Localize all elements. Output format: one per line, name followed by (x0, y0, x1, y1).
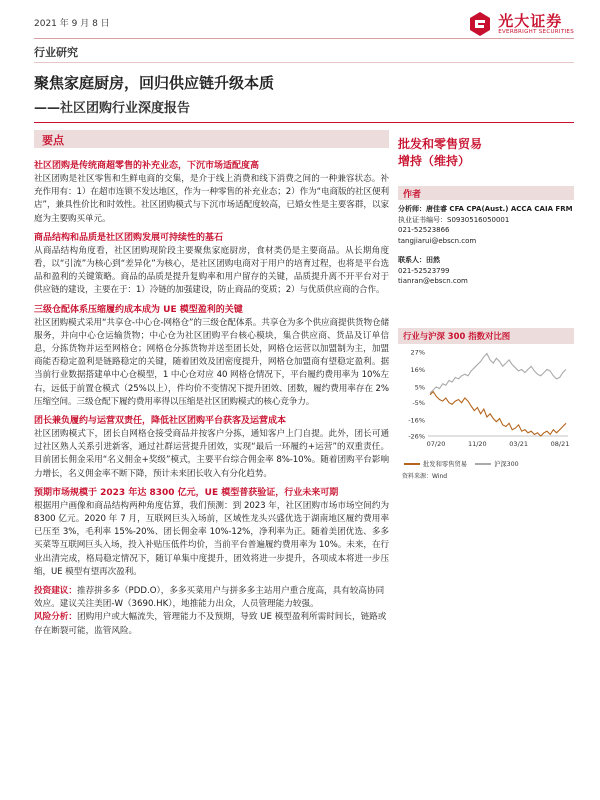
author-heading: 作者 (398, 186, 574, 200)
chart-plot (398, 344, 574, 454)
logo (466, 10, 574, 38)
legend-label-index: 沪深300 (494, 461, 519, 468)
legend-item-index (475, 459, 519, 468)
section-body: 社区团购模式下，团长自网格仓接受商品并按客户分拣，通知客户上门自提。此外，团长可通过社区熟人关系引进新客，通过社群运营提升团效，实现“最后一环履约+运营”的双重责任。目前团长佣金采用“名义佣金+奖级”模式，主要平台综合佣金率 8%-10%。随着团购平台影响力增长，名义佣金率不断下降，预计未来团长收入有分化趋势。 (34, 429, 389, 479)
investment-advice-label: 投资建议： (34, 586, 77, 597)
index-comparison-chart (398, 328, 574, 480)
header-divider (34, 38, 574, 39)
investment-advice (34, 585, 389, 611)
section-body: 社区团购模式采用“共享仓-中心仓-网格仓”的三级仓配体系。共享仓为多个供应商提供货物仓储服务，并向中心仓运输货物；中心仓为社区团购平台核心模块，集合供应商、货品及订单信息，分拣货物并运至网格仓；网格仓分拣货物并送至团长处，网格仓运营以加盟制为主，加盟商能否稳定盈利是链路稳定的关键，随着团效及团密度提升，网格仓加盟商有望稳定盈利。据当前行业数据搭建单中心仓模型，1 中心仓对应 40 网格仓情况下，平台履约费用率为 10%左右，远低于前置仓模式（25%以上），件均价不变情况下提升团效、团数，履约费用率存在 2%压缩空间。三级仓配下履约费用率得以压缩是社区团购模式的核心竞争力。 (34, 317, 389, 407)
section-heading: 预期市场规模于 2023 年达 8300 亿元，UE 模型普获验证，行业未来可期 (34, 487, 339, 498)
analyst-line: 分析师：唐佳睿 CFA CPA(Aust.) ACCA CAIA FRM (398, 205, 573, 213)
contact-line: 联系人：田然 (398, 256, 440, 264)
x-tick-label: 11/20 (467, 440, 487, 448)
legend-swatch-industry (404, 463, 420, 465)
x-tick-label: 07/20 (426, 440, 446, 448)
logo-name-cn: 光大证券 (498, 11, 563, 30)
y-tick-label: 16% (410, 365, 425, 374)
section-body: 从商品结构角度看，社区团购现阶段主要聚焦家庭厨房，食材类仍是主要商品。从长期角度看，以“引流”为核心到“差异化”为核心，是社区团购电商对于用户的培育过程，也将是平台选品和盈利的关键策略。商品的品质是提升复购率和用户留存的关键，品质提升离不开平台对于供应链的建设，主要在于：1）冷链的加强建设，防止商品的变质；2）与优质供应商的合作。 (34, 245, 389, 296)
y-tick-label: -26% (408, 432, 425, 441)
section-heading: 商品结构和品质是社区团购发展可持续性的基石 (34, 232, 224, 243)
legend-item-industry (404, 459, 467, 468)
series-line-index (430, 354, 566, 394)
x-tick-label: 03/21 (509, 440, 529, 448)
rating: 增持（维持） (398, 154, 471, 168)
contact-phone: 021-52523799 (398, 266, 450, 275)
section-heading: 三级仓配体系压缩履约成本成为 UE 模型盈利的关键 (34, 304, 243, 315)
legend-label-industry: 批发和零售贸易 (423, 461, 468, 468)
contact-email: tianran@ebscn.com (398, 277, 468, 285)
report-date: 2021 年 9 月 8 日 (34, 19, 110, 29)
sector-name: 批发和零售贸易 (398, 137, 483, 151)
chart-source: 资料来源：Wind (402, 473, 448, 480)
risk-analysis (34, 611, 389, 637)
summary-heading: 要点 (42, 134, 64, 147)
title-divider (34, 122, 574, 123)
report-title: 聚焦家庭厨房，回归供应链升级本质 (34, 74, 275, 92)
series-line-industry (430, 392, 566, 436)
risk-analysis-label: 风险分析： (34, 612, 77, 623)
y-tick-label: 27% (410, 348, 425, 357)
y-tick-label: -5% (412, 399, 425, 408)
y-tick-label: -16% (408, 416, 425, 425)
sidebar (398, 130, 574, 287)
y-tick-label: 5% (414, 383, 425, 392)
report-category: 行业研究 (34, 46, 78, 59)
section-heading: 团长兼负履约与运营双责任，降低社区团购平台获客及运营成本 (34, 416, 287, 427)
chart-title: 行业与沪深 300 指数对比图 (398, 328, 574, 344)
section-heading: 社区团购是传统商超零售的补充业态，下沉市场适配度高 (34, 161, 260, 171)
x-tick-label: 08/21 (550, 440, 570, 448)
analyst-cert: 执业证书编号：S0930516050001 (398, 215, 510, 224)
analyst-phone: 021-52523866 (398, 226, 450, 234)
chart-legend (398, 459, 574, 468)
legend-swatch-index (475, 463, 491, 465)
section-body: 社区团购是社区零售和生鲜电商的交集，是介于线上消费和线下消费之间的一种兼容状态。补充作用有：1）在超市连锁不发达地区，作为一种零售的补充业态；2）作为“电商版的社区便利店”，兼具性价比和时效性。社区团购模式与下沉市场适配度较高，已婚女性是主要客群，以家庭为主要购买单元。 (34, 174, 389, 224)
summary-content (34, 160, 389, 638)
section-body: 根据用户画像和商品结构两种角度估算，我们预测：到 2023 年，社区团购市场市场空间约为 8300 亿元。2020 年 7 月，互联网巨头入场前，区域性龙头兴盛优选于湖南地区履约费用率已压至 3%，毛利率 15%-20%、团长佣金率 10%-12%，净利率为正。随着美团优选、多多买菜等互联网巨头入场，投入补贴压低件均价，当前平台普遍履约费用率为 10%。未来，在行业出清完成，格局稳定情况下，随订单集中度提升，团效将进一步提升，各项成本将进一步压缩，UE 模型有望再次盈利。 (34, 500, 389, 577)
category-divider (34, 62, 574, 63)
analyst-email: tangjiarui@ebscn.com (398, 236, 477, 245)
everbright-logo-icon (466, 10, 494, 38)
summary-heading-bar (34, 130, 389, 148)
report-subtitle: ——社区团购行业深度报告 (34, 101, 191, 116)
investment-advice-text: 推荐拼多多（PDD.O），多多买菜用户与拼多多主站用户重合度高，具有较高协同效应。建议关注美团-W（3690.HK），地推能力出众，人员管理能力较强。 (34, 586, 385, 610)
risk-analysis-text: 团购用户或大幅流失，管理能力不及预期，导致 UE 模型盈利所需时间长，链路或存在断裂可能，监管风险。 (34, 612, 387, 636)
logo-name-en: EVERBRIGHT SECURITIES (498, 28, 574, 35)
page-header (34, 10, 574, 38)
